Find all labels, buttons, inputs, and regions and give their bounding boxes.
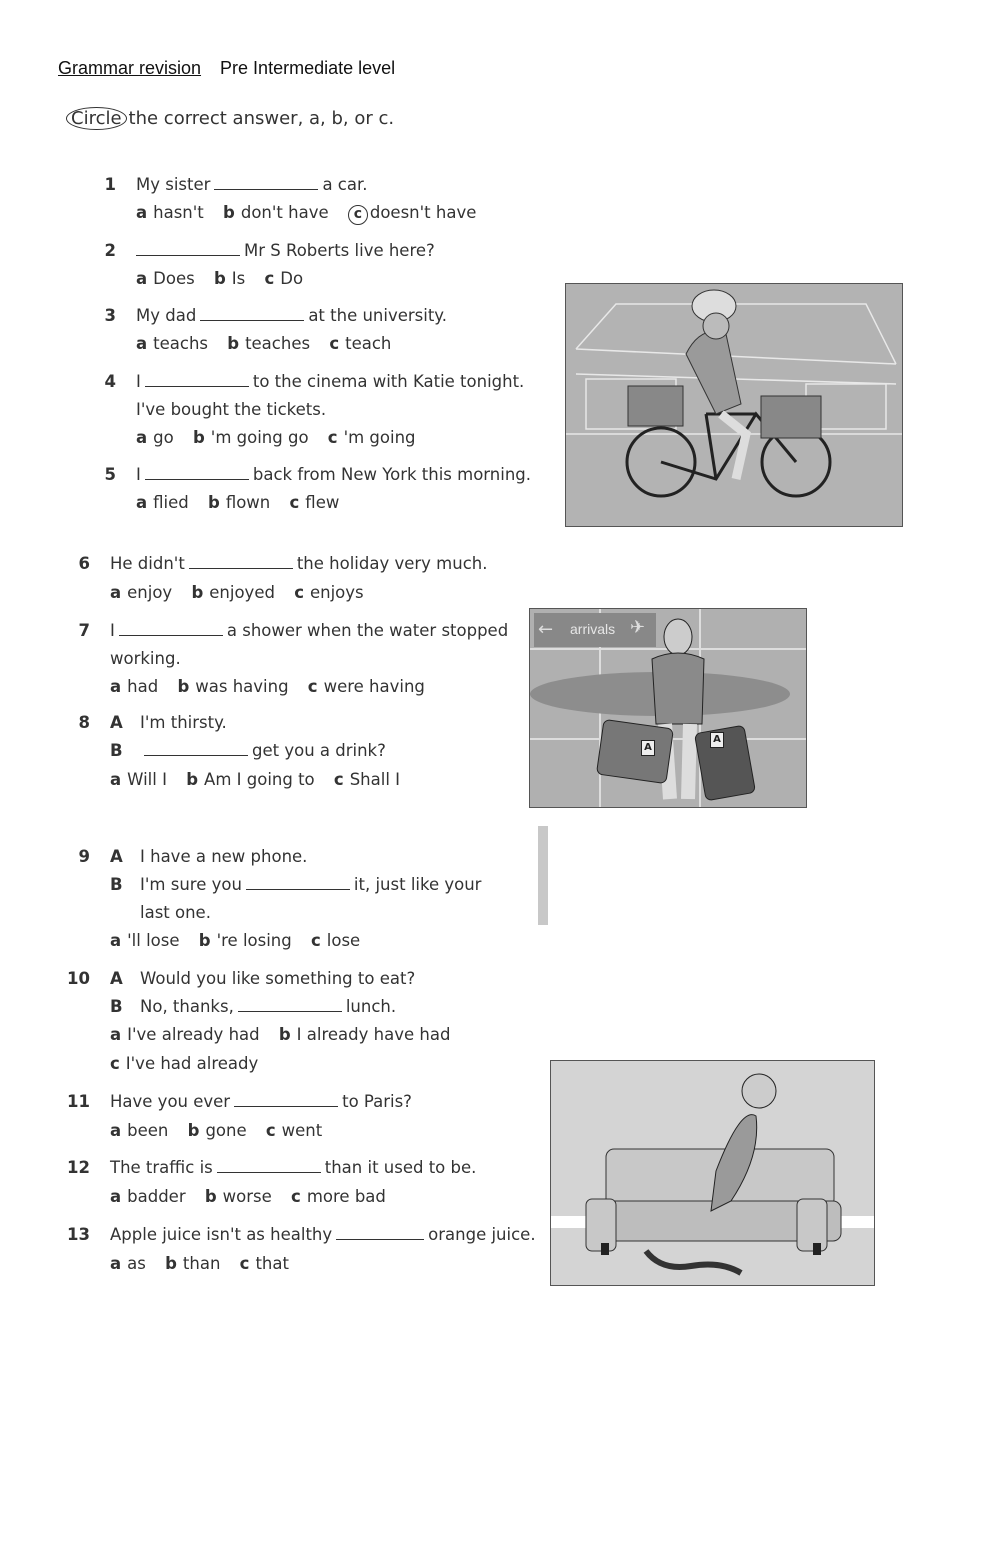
decorative-bar: [538, 826, 548, 925]
speaker-a: A: [110, 847, 123, 866]
option-b[interactable]: 'm going go: [210, 428, 309, 447]
answer-blank[interactable]: [136, 241, 240, 256]
option-c[interactable]: flew: [305, 493, 340, 512]
option-a[interactable]: teachs: [153, 334, 208, 353]
question-text: Have you ever: [110, 1092, 231, 1111]
question-number: 7: [78, 621, 90, 640]
question-text: I: [136, 465, 141, 484]
answer-blank[interactable]: [189, 554, 293, 569]
luggage-tag: A: [710, 732, 724, 748]
question-text: than it used to be.: [324, 1158, 477, 1177]
question-number: 3: [104, 306, 116, 325]
instruction-circled-word: Circle: [66, 107, 127, 130]
option-c[interactable]: went: [281, 1121, 323, 1140]
dialog-line: I'm sure you: [140, 875, 242, 894]
answer-blank[interactable]: [234, 1092, 338, 1107]
answer-blank[interactable]: [336, 1225, 424, 1240]
question-number: 2: [104, 241, 116, 260]
options-row: a 'll lose b 're losing c lose: [110, 931, 361, 950]
page-header: [58, 58, 395, 79]
options-row: a enjoy b enjoyed c enjoys: [110, 583, 364, 602]
option-b[interactable]: teaches: [245, 334, 311, 353]
option-c[interactable]: lose: [326, 931, 361, 950]
question-text: to Paris?: [342, 1092, 412, 1111]
answer-blank[interactable]: [214, 175, 318, 190]
option-b[interactable]: than: [182, 1254, 221, 1273]
answer-blank[interactable]: [238, 997, 342, 1012]
option-b[interactable]: flown: [225, 493, 271, 512]
option-c[interactable]: enjoys: [309, 583, 364, 602]
question-number: 5: [104, 465, 116, 484]
question-text: I: [136, 372, 141, 391]
option-a[interactable]: been: [127, 1121, 169, 1140]
plane-icon: ✈: [630, 617, 646, 638]
options-row: a go b 'm going go c 'm going: [136, 428, 416, 447]
circled-option-c[interactable]: c: [348, 205, 368, 225]
options-row: a I've already had b I already have had: [110, 1025, 451, 1044]
question-number: 8: [78, 713, 90, 732]
option-c[interactable]: teach: [345, 334, 392, 353]
option-a[interactable]: badder: [127, 1187, 186, 1206]
options-row: a Does b Is c Do: [136, 269, 304, 288]
question-number: 6: [78, 554, 90, 573]
speaker-a: A: [110, 969, 123, 988]
question-text: the holiday very much.: [296, 554, 488, 573]
option-a[interactable]: Will I: [127, 770, 167, 789]
question-number: 4: [104, 372, 116, 391]
arrivals-sign-text: arrivals: [570, 621, 616, 637]
question-number: 9: [78, 847, 90, 866]
question-number: 11: [67, 1092, 90, 1111]
option-b[interactable]: 're losing: [216, 931, 292, 950]
answer-blank[interactable]: [145, 465, 249, 480]
options-row: a teachs b teaches c teach: [136, 334, 392, 353]
question-text: at the university.: [308, 306, 447, 325]
option-a[interactable]: Does: [153, 269, 195, 288]
instruction-text: the correct answer, a, b, or c.: [128, 108, 395, 129]
header-level: Pre Intermediate level: [220, 58, 396, 78]
question-text: to the cinema with Katie tonight.: [252, 372, 525, 391]
option-b[interactable]: was having: [195, 677, 289, 696]
question-text: I: [110, 621, 115, 640]
option-a[interactable]: flied: [153, 493, 189, 512]
option-a[interactable]: had: [127, 677, 159, 696]
question-number: 13: [67, 1225, 90, 1244]
options-row: a hasn't b don't have c doesn't have: [136, 199, 476, 227]
answer-blank[interactable]: [217, 1158, 321, 1173]
answer-blank[interactable]: [144, 741, 248, 756]
speaker-b: B: [110, 741, 123, 760]
option-a[interactable]: 'll lose: [127, 931, 180, 950]
speaker-b: B: [110, 875, 123, 894]
option-c[interactable]: that: [255, 1254, 289, 1273]
options-row: a badder b worse c more bad: [110, 1187, 386, 1206]
option-a[interactable]: as: [127, 1254, 146, 1273]
dialog-line: lunch.: [345, 997, 397, 1016]
luggage-tag: A: [641, 740, 655, 756]
answer-blank[interactable]: [200, 306, 304, 321]
options-row: a as b than c that: [110, 1254, 289, 1273]
options-row: a been b gone c went: [110, 1121, 323, 1140]
options-row: a had b was having c were having: [110, 677, 425, 696]
option-b[interactable]: gone: [205, 1121, 247, 1140]
dialog-line: No, thanks,: [140, 997, 234, 1016]
option-a[interactable]: go: [153, 428, 174, 447]
question-number: 1: [104, 175, 116, 194]
option-b[interactable]: don't have: [240, 203, 329, 222]
options-row: a flied b flown c flew: [136, 493, 340, 512]
option-a[interactable]: enjoy: [127, 583, 173, 602]
dialog-line: I have a new phone.: [140, 847, 308, 866]
option-c[interactable]: I've had already: [125, 1054, 259, 1073]
answer-blank[interactable]: [145, 372, 249, 387]
option-c[interactable]: more bad: [306, 1187, 386, 1206]
question-text: My sister: [136, 175, 211, 194]
answer-blank[interactable]: [246, 875, 350, 890]
option-b[interactable]: I already have had: [296, 1025, 451, 1044]
question-text: The traffic is: [110, 1158, 213, 1177]
question-number: 10: [67, 969, 90, 988]
option-c[interactable]: Shall I: [349, 770, 401, 789]
question-text: Mr S Roberts live here?: [244, 241, 435, 260]
dialog-line: I'm thirsty.: [140, 713, 227, 732]
question-text: back from New York this morning.: [252, 465, 532, 484]
dialog-line-cont: last one.: [140, 903, 211, 922]
arrivals-illustration: [529, 608, 807, 808]
option-b[interactable]: Am I going to: [204, 770, 315, 789]
header-link[interactable]: Grammar revision: [58, 58, 202, 78]
dialog-line: Would you like something to eat?: [140, 969, 416, 988]
option-b[interactable]: worse: [222, 1187, 272, 1206]
question-text: orange juice.: [428, 1225, 536, 1244]
speaker-b: B: [110, 997, 123, 1016]
question-text: a shower when the water stopped: [226, 621, 509, 640]
option-b[interactable]: Is: [231, 269, 246, 288]
cyclist-illustration: [565, 283, 903, 527]
option-b[interactable]: enjoyed: [209, 583, 275, 602]
speaker-a: A: [110, 713, 123, 732]
snake-sofa-illustration: [550, 1060, 875, 1286]
question-text: He didn't: [110, 554, 185, 573]
option-c[interactable]: doesn't have: [369, 203, 477, 222]
question-number: 12: [67, 1158, 90, 1177]
question-text: Apple juice isn't as healthy: [110, 1225, 333, 1244]
question-text-cont: I've bought the tickets.: [136, 400, 327, 419]
instruction: [66, 108, 394, 129]
question-text: a car.: [322, 175, 368, 194]
option-a[interactable]: hasn't: [153, 203, 204, 222]
arrow-left-icon: ←: [538, 619, 554, 640]
option-c[interactable]: 'm going: [343, 428, 416, 447]
option-a[interactable]: I've already had: [127, 1025, 260, 1044]
dialog-line: it, just like your: [353, 875, 482, 894]
dialog-line: get you a drink?: [252, 741, 386, 760]
option-c[interactable]: Do: [280, 269, 304, 288]
option-c[interactable]: were having: [323, 677, 425, 696]
options-row: a Will I b Am I going to c Shall I: [110, 770, 401, 789]
question-text: My dad: [136, 306, 197, 325]
question-text-cont: working.: [110, 649, 181, 668]
answer-blank[interactable]: [119, 621, 223, 636]
options-row: c I've had already: [110, 1054, 259, 1073]
